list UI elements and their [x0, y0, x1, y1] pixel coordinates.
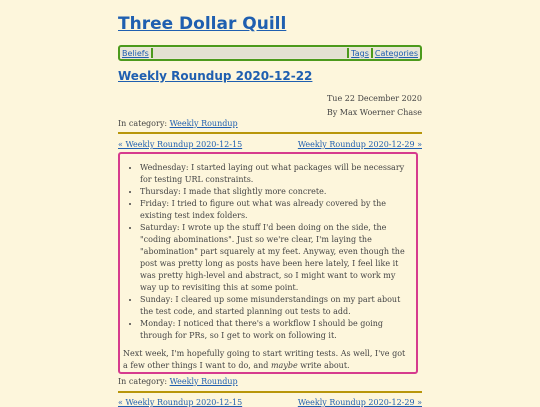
category-line — [118, 119, 238, 128]
prev-post-link[interactable]: « Weekly Roundup 2020-12-15 — [118, 140, 243, 149]
nav-tags-link[interactable]: Tags — [351, 48, 369, 58]
category-link[interactable]: Weekly Roundup — [169, 119, 238, 128]
category-prefix: In category: — [118, 377, 168, 386]
list-item: • Sunday: I cleared up some misunderstandings on my part about the test code, and started planning out tests to add. — [140, 294, 408, 318]
prev-post-link-bottom[interactable]: « Weekly Roundup 2020-12-15 — [118, 398, 243, 407]
roundup-list — [120, 154, 416, 342]
category-line-bottom — [118, 377, 238, 386]
post-author: By Max Woerner Chase — [326, 108, 422, 117]
list-item: • Wednesday: I started laying out what packages will be necessary for testing URL constraints. — [140, 162, 408, 186]
list-item: • Thursday: I made that slightly more concrete. — [140, 186, 408, 198]
list-item: • Monday: I noticed that there's a workflow I should be going through for PRs, so I get to work on following it. — [140, 318, 408, 342]
post-title-link[interactable]: Weekly Roundup 2020-12-22 — [118, 69, 313, 83]
top-divider — [118, 132, 422, 134]
nav-spacer — [151, 48, 349, 58]
list-item: • Saturday: I wrote up the stuff I'd been doing on the side, the "coding abominations". Just so we're clear, I'm laying the "abomination" part squarely at my feet. Anyway, even though the post was pretty long as posts have been here lately, I feel like it was pretty high-level and abstract, so I might want to work my way up to revisiting this at some point. — [140, 222, 408, 294]
closing-text: Next week, I'm hopefully going to start writing tests. As well, I've got a few other things I want to do, and — [123, 349, 406, 370]
closing-text-end: write about. — [297, 361, 350, 370]
category-link-bottom[interactable]: Weekly Roundup — [169, 377, 238, 386]
nav-categories-link[interactable]: Categories — [374, 48, 418, 58]
nav-bar — [118, 45, 422, 61]
post-content — [118, 152, 418, 374]
closing-emphasis: maybe — [270, 361, 298, 370]
post-date: Tue 22 December 2020 — [326, 94, 422, 103]
category-prefix: In category: — [118, 119, 168, 128]
list-item: • Friday: I tried to figure out what was already covered by the existing test index folders. — [140, 198, 408, 222]
bottom-divider — [118, 391, 422, 393]
next-post-link-bottom[interactable]: Weekly Roundup 2020-12-29 » — [297, 398, 422, 407]
site-title-link[interactable]: Three Dollar Quill — [118, 14, 287, 34]
nav-beliefs-link[interactable]: Beliefs — [122, 48, 149, 58]
closing-paragraph — [123, 348, 408, 372]
next-post-link[interactable]: Weekly Roundup 2020-12-29 » — [297, 140, 422, 149]
